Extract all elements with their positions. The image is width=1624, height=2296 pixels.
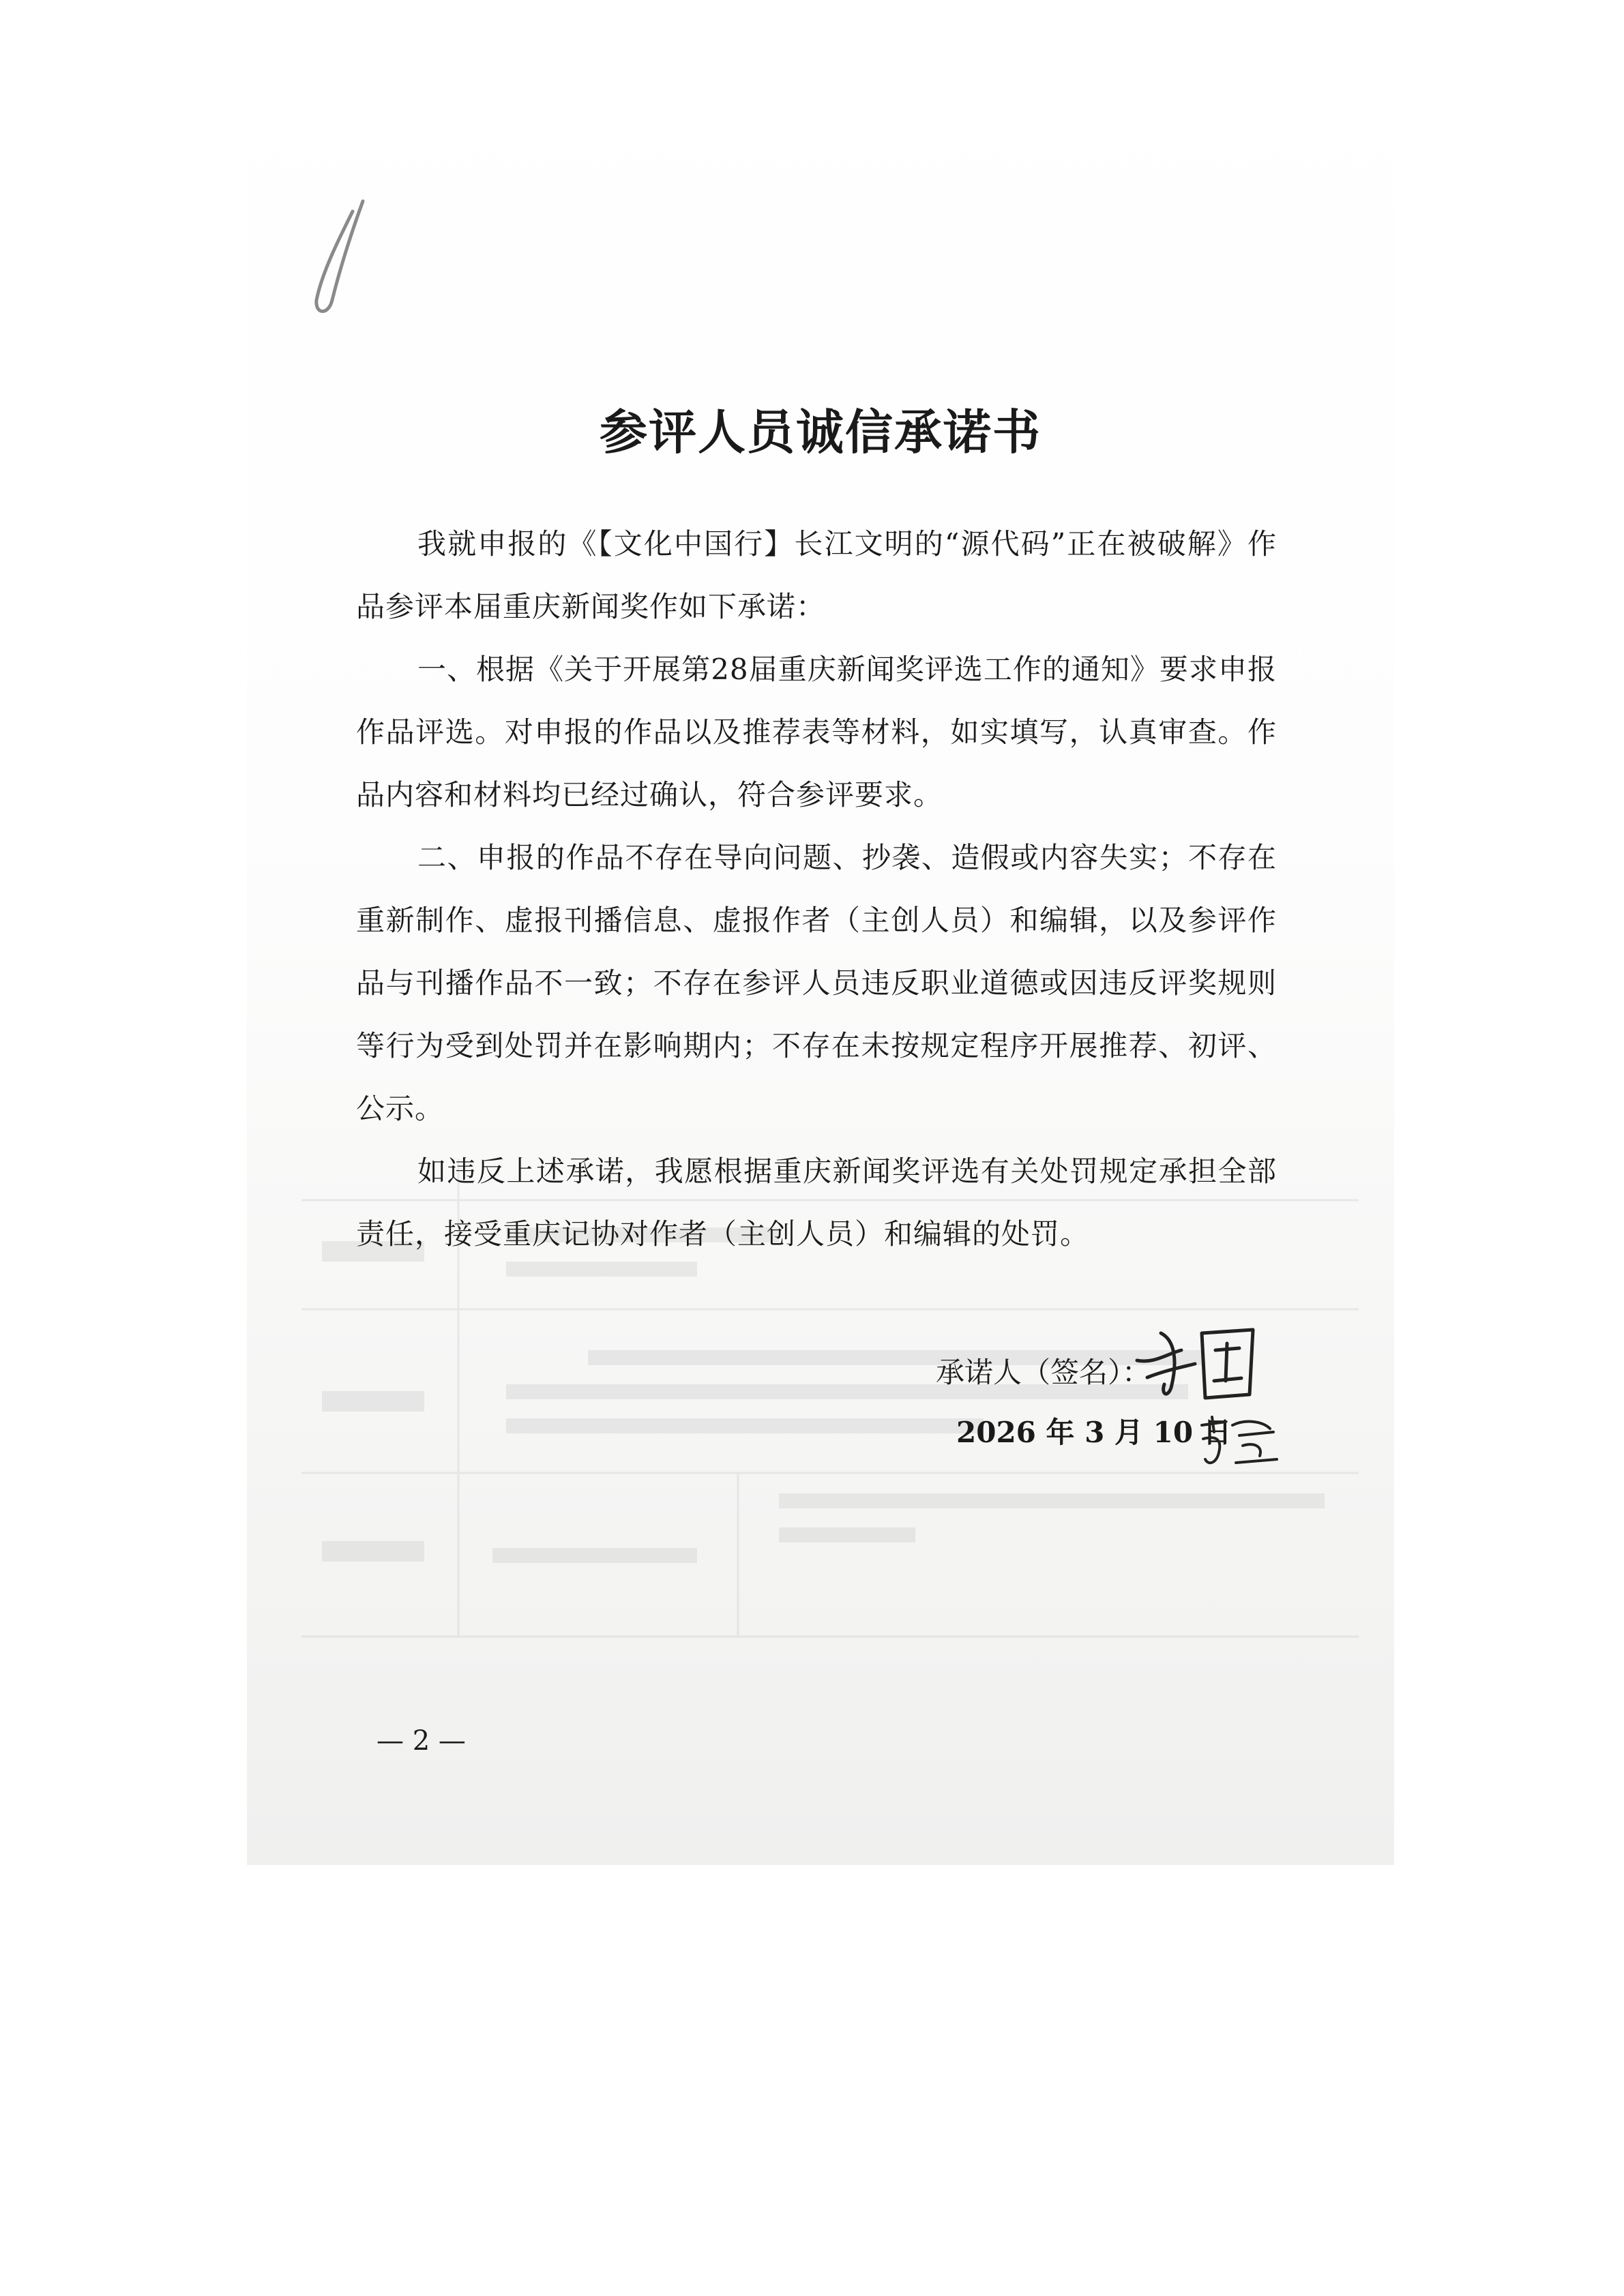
intro-paragraph: 我就申报的《【文化中国行】长江文明的“源代码”正在被破解》作品参评本届重庆新闻奖作如下承诺： bbox=[356, 527, 1277, 623]
liability-paragraph: 如违反上述承诺，我愿根据重庆新闻奖评选有关处罚规定承担全部责任，接受重庆记协对作者（主创人员）和编辑的处罚。 bbox=[356, 1154, 1277, 1251]
handwritten-initials bbox=[1195, 1412, 1284, 1473]
document-title: 参评人员诚信承诺书 bbox=[600, 404, 1042, 460]
scanned-page bbox=[247, 0, 1394, 1865]
clause-two-paragraph: 二、申报的作品不存在导向问题、抄袭、造假或内容失实；不存在重新制作、虚报刊播信息、虚报作者（主创人员）和编辑，以及参评作品与刊播作品不一致；不存在参评人员违反职业道德或因违反评奖规则等行为受到处罚并在影响期内；不存在未按规定程序开展推荐、初评、公示。 bbox=[356, 841, 1277, 1125]
date: 2026 年 3 月 10 日 bbox=[956, 1416, 1232, 1449]
paperclip-icon bbox=[301, 198, 383, 320]
document-body bbox=[356, 513, 1277, 1266]
clause-one-paragraph: 一、根据《关于开展第28届重庆新闻奖评选工作的通知》要求申报作品评选。对申报的作品以及推荐表等材料，如实填写，认真审查。作品内容和材料均已经过确认，符合参评要求。 bbox=[356, 653, 1277, 811]
handwritten-signature bbox=[1134, 1313, 1270, 1408]
page-number: — 2 — bbox=[377, 1725, 466, 1757]
signature-label: 承诺人（签名）： bbox=[936, 1356, 1151, 1389]
